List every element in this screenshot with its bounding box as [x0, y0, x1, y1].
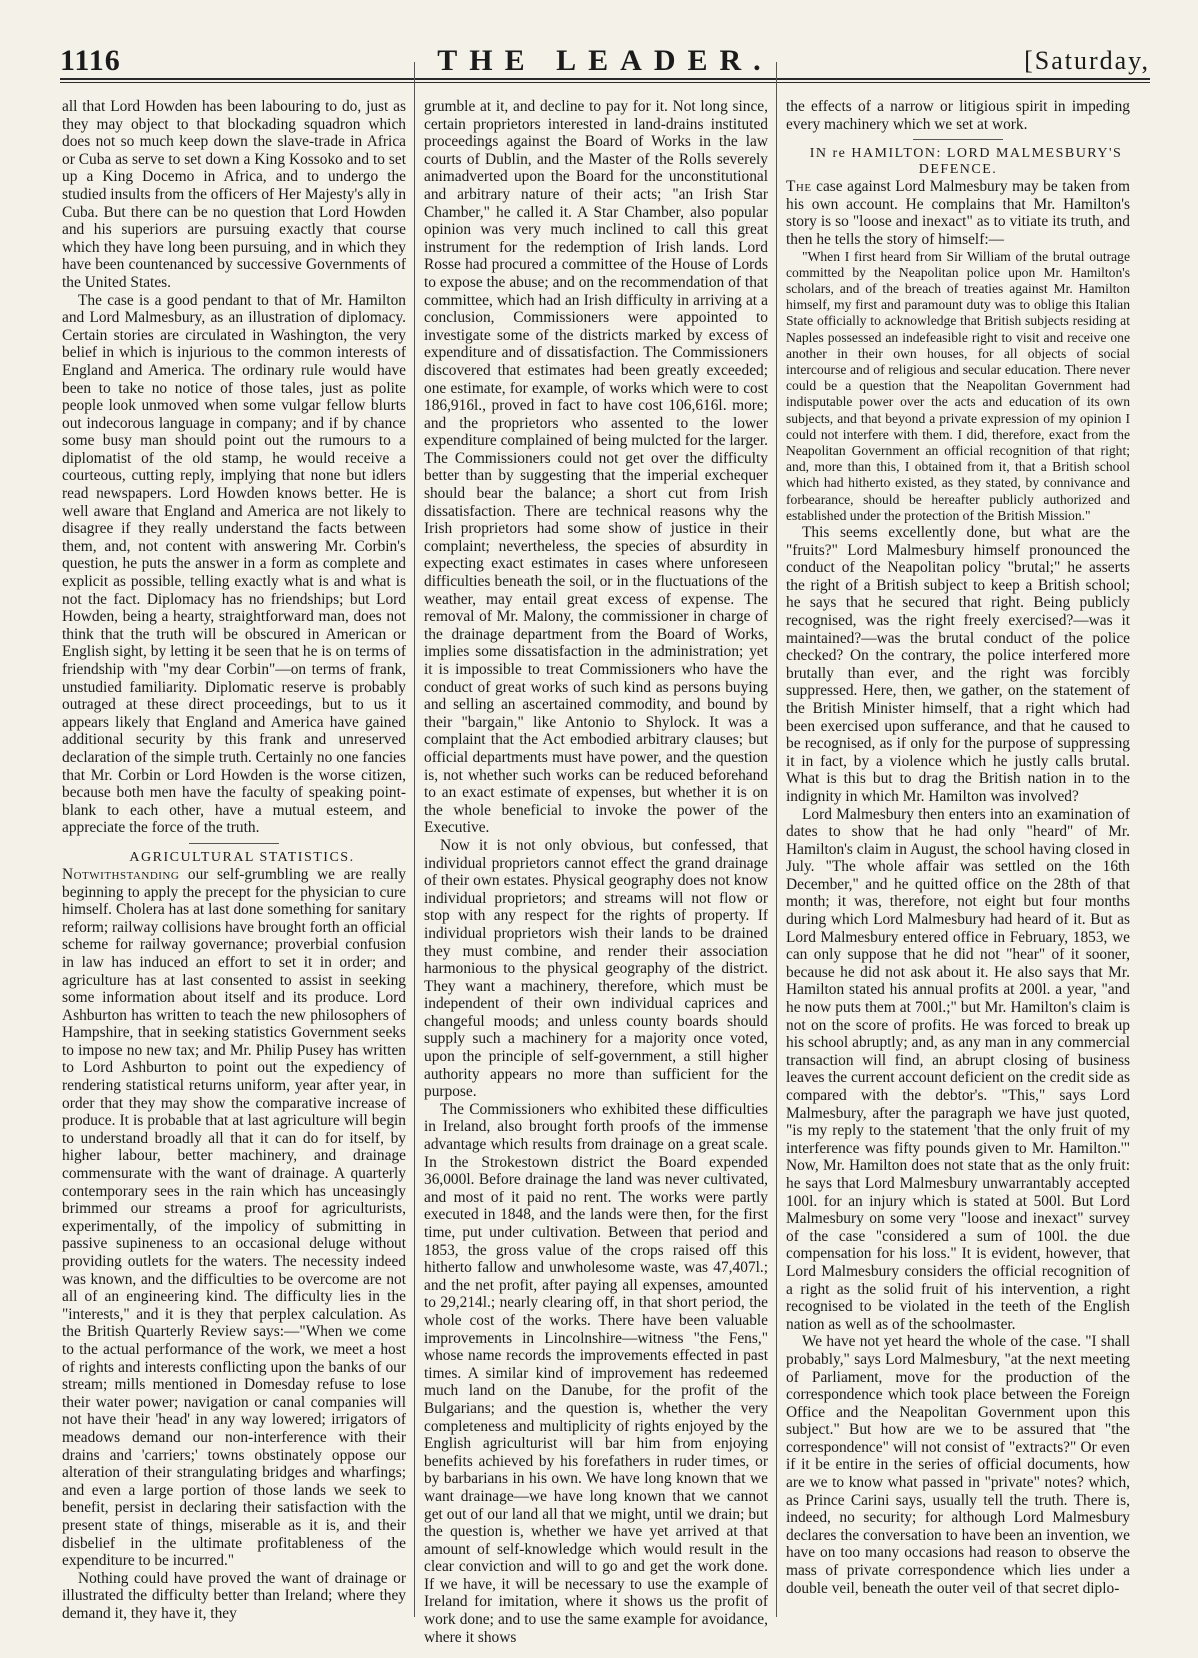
issue-day: [Saturday,	[1024, 46, 1150, 75]
paragraph: Now it is not only obvious, but confessed, that individual proprietors cannot effect the grand drainage of their own estates. Physical geography does not know individual proprietors; and streams will not flow or stop with any respect for the rights of property. If individual proprietors wish their lands to be drained they must combine, and render their association harmonious to the physical geography of the district. They want a machinery, therefore, which must be independent of their own individual caprices and changeful moods; and unless county boards should supply such a machinery for a majority once voted, upon the principle of self-government, a still higher authority appears no more than sufficient for the purpose.	[424, 836, 768, 1101]
paragraph: all that Lord Howden has been labouring to do, just as they may object to that blockading squadron which does not so much keep down the slave-trade in Africa or Cuba as serve to set down a King Kossoko and to set up a King Docemo in Africa, and to undergo the studied insults from the officers of Her Majesty's ally in Cuba. But there can be no question that Lord Howden and his superiors are pursuing exactly that course which they have long been pursuing, and in which they have been countenanced by successive Governments of the United States.	[62, 98, 406, 291]
paragraph: Lord Malmesbury then enters into an examination of dates to show that he had only "heard" of Mr. Hamilton's claim in August, the school having closed in July. "The whole affair was settled on the 16th December," and he quitted office on the 28th of that month; it was, therefore, not eight but four months during which Lord Malmesbury had heard of it. But as Lord Malmesbury entered office in February, 1853, we can only suppose that he did not "hear" of it sooner, because he did not ask about it. He also says that Mr. Hamilton stated his annual profits at 200l. a year, "and he now puts them at 700l.;" but Mr. Hamilton's claim is not on the score of profits. He was forced to break up his school abruptly; and, as any man in any commercial transaction will find, an abrupt closing of business leaves the current account deficient on the credit side as compared with the debtor's. "This," says Lord Malmesbury, after the paragraph we have just quoted, "is my reply to the statement 'that the only fruit of my interference was fifty pounds given to Mr. Hamilton.'" Now, Mr. Hamilton does not state that as the only fruit: he says that Lord Malmesbury unwarrantably accepted 100l. for an injury which is stated at 500l. But Lord Malmesbury on some very "loose and inexact" survey of the case "considered a sum of 100l. the due compensation for his loss." It is evident, however, that Lord Malmesbury considers the official recognition of a right as the solid fruit of his intervention, a right recognised to be violated in the teeth of the English nation as well as of the schoolmaster.	[786, 805, 1130, 1333]
page-number: 1116	[60, 44, 121, 77]
lead-word: Notwithstanding	[62, 865, 180, 883]
paragraph	[786, 178, 1130, 248]
paragraph: the effects of a narrow or litigious spirit in impeding every machinery which we set at work.	[786, 98, 1130, 133]
header-rule	[60, 82, 1150, 83]
paragraph: The case is a good pendant to that of Mr. Hamilton and Lord Malmesbury, as an illustration of diplomacy. Certain stories are circulated in Washington, the very belief in which is injurious to the common interests of England and America. The ordinary rule would have been to take no notice of those tales, just as polite people look unmoved when some vulgar fellow blurts out indecorous language in company; and if by chance some busy man should point out the rumours to a diplomatist of the old stamp, he would receive a courteous, cutting reply, implying that none but idlers read newspapers. Lord Howden knows better. He is well aware that England and America are not likely to disagree if they really understand the facts between them, and, not content with answering Mr. Corbin's question, he puts the answer in a form as complete and explicit as possible, telling exactly what is and what is not the fact. Diplomacy has no friendships; but Lord Howden, being a hearty, straightforward man, does not think that the truth will be obscured in American or English sight, by letting it be seen that he is on terms of friendship with "my dear Corbin"—on terms of frank, unstudied familiarity. Diplomatic reserve is probably outraged at these direct proceedings, but to us it appears likely that England and America have gained additional security by this frank and unreserved declaration of the simple truth. Certainly no one fancies that Mr. Corbin or Lord Howden is the worse citizen, because both men have the faculty of speaking point-blank to each other, have a mutual esteem, and appreciate the force of the truth.	[62, 291, 406, 837]
paragraph: Nothing could have proved the want of drainage or illustrated the difficulty better than Ireland; where they demand it, they have it, they	[62, 1569, 406, 1622]
column-divider	[776, 62, 777, 1617]
paragraph-body: case against Lord Malmesbury may be taken from his own account. He complains that Mr. Hamilton's story is so "loose and inexact" as to vitiate its truth, and then he tells the story of himself:—	[786, 178, 1130, 248]
column-3	[786, 98, 1130, 1658]
column-1	[62, 98, 406, 1658]
column-divider	[414, 62, 415, 1617]
paragraph: This seems excellently done, but what are the "fruits?" Lord Malmesbury himself pronounced the conduct of the Neapolitan policy "brutal;" he asserts the right of a British subject to keep a British school; he says that he secured that right. Being publicly recognised, was the right freely exercised?—was it maintained?—was the brutal conduct of the police checked? On the contrary, the police interfered more brutally than ever, and the right was forcibly suppressed. Here, then, we gather, on the statement of the British Minister himself, that a right which had been exercised upon sufferance, and that he caused to be recognised, as if only for the purpose of suppressing it in fact, by a violence which he justly calls brutal. What is this but to drag the British nation in to the indignity in which Mr. Hamilton was involved?	[786, 524, 1130, 805]
paragraph-body: our self-grumbling we are really beginning to apply the precept for the physician to cure himself. Cholera has at last done something for sanitary reform; railway collisions have brought forth an official scheme for railway governance; proverbial confusion in law has induced an effort to set it in order; and agriculture has at last consented to assist in seeking some information about itself and its produce. Lord Ashburton has written to teach the new philosophers of Hampshire, that in seeking statistics Government seeks to impose no new tax; and Mr. Philip Pusey has written to Lord Ashburton to point out the expediency of rendering statistical returns uniform, year after year, in order that they may show the comparative increase of produce. It is probable that at last agriculture will begin to understand broadly all that it can do for itself, by higher labour, better machinery, and drainage commensurate with the want of drainage. A quarterly contemporary sees in the rain which has unceasingly brimmed our streams a proof for agriculturists, experimentally, of the impolicy of submitting in passive supineness to an occasional deluge without providing outlets for the waters. The necessity indeed was known, and the difficulties to be overcome are not all of an engineering kind. The difficulty lies in the "interests," and it is they that perplex calculation. As the British Quarterly Review says:—"When we come to the actual performance of the work, we meet a host of rights and interests conflicting upon the banks of our stream; mills mentioned in Domesday refuse to lose their water power; navigation or canal companies will not have their 'head' in any way lowered; irrigators of meadows demand our non-interference with their drains and 'carriers;' towns obstinately oppose our alteration of their strangulating bridges and wharfings; and even a large portion of those lands we seek to benefit, persist in declaring their satisfaction with the present state of things, miserable as it is, and their disbelief in the ultimate profitableness of the expenditure to be incurred."	[62, 865, 406, 1570]
section-divider	[189, 843, 279, 844]
section-divider	[913, 139, 1003, 140]
section-title-hamilton: IN re HAMILTON: LORD MALMESBURY'S DEFENCE.	[809, 146, 1123, 178]
column-2	[424, 98, 768, 1658]
paragraph: The Commissioners who exhibited these difficulties in Ireland, also brought forth proofs of the immense advantage which results from drainage on a great scale. In the Strokestown district the Board expended 36,000l. Before drainage the land was never cultivated, and most of it paid no rent. The works were partly executed in 1848, and the lands were then, for the first time, put under cultivation. Between that period and 1853, the gross value of the crops raised off this hitherto fallow and unwholesome waste, was 47,407l.; and the net profit, after paying all expenses, amounted to 29,214l.; nearly clearing off, in that short period, the whole cost of the works. There have been valuable improvements in Lincolnshire—witness "the Fens," whose name records the improvements effected in past times. A similar kind of improvement has redeemed much land on the Danube, for the profit of the Bulgarians; and the question is, whether the very completeness and multiplicity of rights enjoyed by the English agriculturist will bar him from enjoying benefits achieved by his forefathers in ruder times, or by barbarians in his own. We have long known that we want drainage—we have long known that we cannot get out of our land all that we might, until we drain; but the question is, whether we have yet arrived at that amount of self-knowledge which would result in the clear conviction and will to go and get the work done. If we have, it will be necessary to use the example of Ireland for imitation, where it shows us the profit of work done; and to use the same example for avoidance, where it shows	[424, 1100, 768, 1646]
block-quote: "When I first heard from Sir William of the brutal outrage committed by the Neapolitan police upon Mr. Hamilton's scholars, and of the breach of treaties against Mr. Hamilton himself, my first and paramount duty was to oblige this Italian State officially to acknowledge that British subjects residing at Naples possessed an indefeasible right to visit and receive one another in their own houses, for all objects of social intercourse and of religious and secular education. There never could be a question that the Neapolitan Government had indisputable power over the acts and education of its own subjects, and that beyond a private expression of my opinion I could not interfere with them. I did, therefore, exact from the Neapolitan Government an official recognition of that right; and, more than this, I obtained from it, that a British school which had hitherto existed, as they stated, by connivance and forbearance, should be hereafter publicly authorized and established under the protection of the British Mission."	[786, 248, 1130, 523]
lead-word: The	[786, 178, 812, 196]
publication-title: THE LEADER.	[437, 44, 773, 77]
paragraph	[62, 866, 406, 1570]
section-title-agricultural-statistics: AGRICULTURAL STATISTICS.	[129, 849, 355, 865]
paragraph: We have not yet heard the whole of the case. "I shall probably," says Lord Malmesbury, "at the next meeting of Parliament, move for the production of the correspondence which took place between the Foreign Office and the Neapolitan Government upon this subject." But how are we to be assured that "the correspondence" will not consist of "extracts?" Or even if it be entire in the series of official documents, how are we to know what passed in "private" notes? which, as Prince Carini says, usually tell the truth. There is, indeed, no security; for although Lord Malmesbury declares the conversation to have been an invention, we have on too many occasions had reason to observe the mass of private correspondence which lies under a double veil, beneath the outer veil of that secret diplo-	[786, 1333, 1130, 1597]
paragraph: grumble at it, and decline to pay for it. Not long since, certain proprietors interested in land-drains instituted proceedings against the Board of Works in the law courts of Dublin, and the Master of the Rolls severely animadverted upon the Board for the unconstitutional and arbitrary nature of their acts; "an Irish Star Chamber," he called it. A Star Chamber, also popular opinion was very much inclined to call this great instrument for the redemption of Irish lands. Lord Rosse had procured a committee of the House of Lords to expose the abuse; and on the recommendation of that committee, which had an Irish difficulty in arriving at a conclusion, Commissioners were appointed to investigate some of the districts marked by excess of expenditure and of dissatisfaction. The Commissioners discovered that estimates had been greatly exceeded; one estimate, for example, of works which were to cost 186,916l., proved in fact to have cost 106,616l. more; and the proprietors who assented to the lower expenditure complained of being mulcted for the larger. The Commissioners could not get over the difficulty better than by suggesting that the imperial exchequer should bear the balance; a short cut from Irish dissatisfaction. There are technical reasons why the Irish proprietors had some show of justice in their complaint; nevertheless, the species of absurdity in expecting exact estimates in cases where unforeseen difficulties beneath the soil, or in the fluctuations of the weather, may entail great excess of expense. The removal of Mr. Malony, the commissioner in charge of the drainage department from the Board of Works, implies some dissatisfaction in the administration; yet it is impossible to treat Commissioners who have the conduct of great works of such kind as persons buying and selling an ascertained commodity, and bound by their "bargain," like Antonio to Shylock. It was a complaint that the Act embodied arbitrary clauses; but official departments must have power, and the question is, not whether such works can be reduced beforehand to an exact estimate of expenses, but whether it is on the whole beneficial to invoke the power of the Executive.	[424, 98, 768, 837]
masthead	[60, 44, 1150, 80]
